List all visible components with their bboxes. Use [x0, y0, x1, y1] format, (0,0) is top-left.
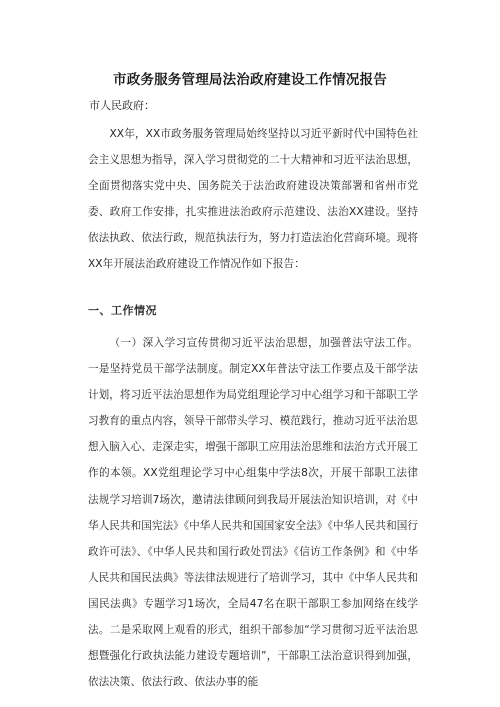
salutation: 市人民政府：: [89, 99, 155, 112]
section-body-paragraph: （一）深入学习宣传贯彻习近平法治思想，加强普法守法工作。一是坚持党员干部学法制度。制定XX年普法守法工作要点及干部学法计划，将习近平法治思想作为局党组理论学习中心组学习和干部职工学习教育的重点内容，领导干部带头学习、模范践行，推动习近平法治思想入脑入心、走深走实，增强干部职工应用法治思维和法治方式开展工作的本领。XX党组理论学习中心组集中学法8次，开展干部职工法律法规学习培训7场次，邀请法律顾问到我局开展法治知识培训，对《中华人民共和国宪法》《中华人民共和国国家安全法》《中华人民共和国行政许可法》、《中华人民共和国行政处罚法》《信访工作条例》和《中华人民共和国民法典》等法律法规进行了培训学习，其中《中华人民共和国民法典》专题学习1场次，全局47名在职干部职工参加网络在线学法。二是采取网上观看的形式，组织干部参加“学习贯彻习近平法治思想暨强化行政执法能力建设专题培训”，干部职工法治意识得到加强，依法决策、依法行政、依法办事的能: [88, 337, 418, 689]
section-heading: 一、工作情况: [88, 304, 157, 317]
document-title: 市政务服务管理局法治政府建设工作情况报告: [113, 72, 387, 88]
intro-paragraph: XX年，XX市政务服务管理局始终坚持以习近平新时代中国特色社会主义思想为指导，深入学习贯彻党的二十大精神和习近平法治思想，全面贯彻落实党中央、国务院关于法治政府建设决策部署和省州市党委、政府工作安排，扎实推进法治政府示范建设、法治XX建设。坚持依法执政、依法行政，规范执法行为，努力打造法治化营商环境。现将XX年开展法治政府建设工作情况作如下报告：: [88, 128, 418, 271]
